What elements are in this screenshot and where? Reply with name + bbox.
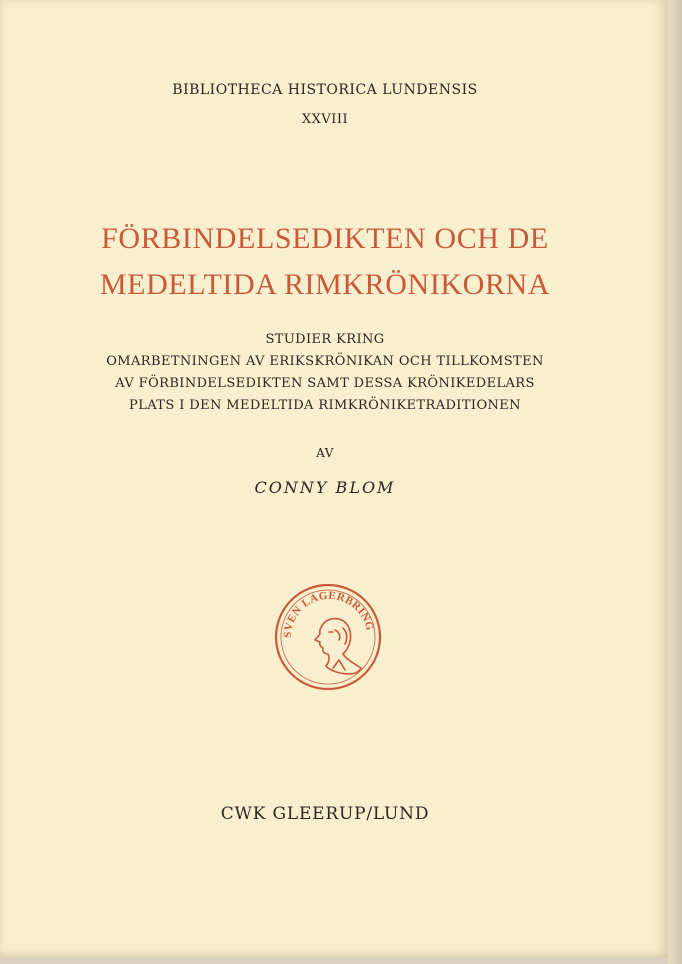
publisher-name: CWK GLEERUP/LUND [220,804,430,824]
page-edge [668,0,682,964]
title-line-2: MEDELTIDA RIMKRÖNIKORNA [99,268,551,301]
subtitle-line-1: STUDIER KRING [265,332,385,347]
title-line-1: FÖRBINDELSEDIKTEN OCH DE [101,222,549,255]
subtitle-line-2: OMARBETNINGEN AV ERIKSKRÖNIKAN OCH TILLKOMSTEN [106,354,544,369]
author-name: CONNY BLOM [254,478,396,497]
series-name: BIBLIOTHECA HISTORICA LUNDENSIS [172,82,478,98]
seal-text: SVEN LAGERBRING [281,589,376,639]
publisher-seal-icon [273,582,383,692]
by-label: AV [316,446,334,460]
subtitle-line-3: AV FÖRBINDELSEDIKTEN SAMT DESSA KRÖNIKEDELARS [115,376,535,391]
subtitle-line-4: PLATS I DEN MEDELTIDA RIMKRÖNIKETRADITIONEN [129,398,521,413]
volume-number: XXVIII [301,112,349,127]
